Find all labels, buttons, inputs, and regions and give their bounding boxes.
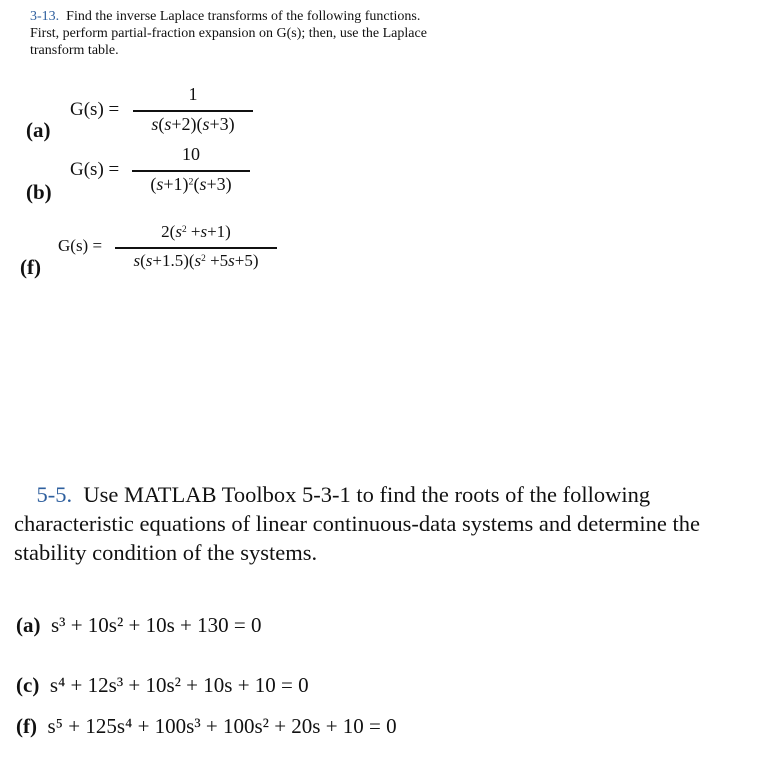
equation-f-label: (f) [16, 714, 37, 738]
equation-f [16, 714, 397, 739]
equation-c-text: s⁴ + 12s³ + 10s² + 10s + 10 = 0 [49, 673, 309, 697]
equation-a-label: (a) [16, 613, 41, 637]
equation-a-text: s³ + 10s² + 10s + 130 = 0 [51, 613, 262, 637]
part-a-fraction [133, 84, 253, 138]
problem-3-13-line-3: transform table. [30, 43, 119, 58]
part-b-fraction-bar [132, 170, 250, 172]
problem-5-5-line-3: stability condition of the systems. [14, 540, 318, 565]
part-a-fraction-bar [133, 110, 253, 112]
part-a-denominator: s(s+2)(s+3) [151, 114, 235, 134]
equation-c-label: (c) [16, 673, 40, 697]
problem-3-13-line-2: First, perform partial-fraction expansion on G(s); then, use the Laplace [30, 26, 427, 41]
part-a-label: (a) [26, 118, 51, 142]
part-f-lhs: G(s) = [58, 236, 103, 255]
part-b-numerator: 10 [182, 144, 200, 164]
equation-f-text: s⁵ + 125s⁴ + 100s³ + 100s² + 20s + 10 = 0 [47, 714, 397, 738]
part-f-fraction-bar [115, 247, 277, 249]
problem-3-13-number: 3-13. [30, 9, 60, 24]
part-a-lhs: G(s) = [70, 99, 120, 120]
problem-3-13-line-1: Find the inverse Laplace transforms of the following functions. [66, 9, 421, 24]
part-f-label: (f) [20, 255, 41, 279]
problem-3-13-statement [30, 8, 427, 59]
problem-5-5-line-2: characteristic equations of linear continuous-data systems and determine the [14, 511, 701, 536]
equation-c [16, 673, 309, 698]
part-b-fraction [132, 144, 250, 200]
problem-5-5-statement [14, 480, 700, 567]
part-b-label: (b) [26, 180, 52, 204]
part-a-numerator: 1 [188, 84, 198, 104]
part-b-denominator: $(s+1)^2(s+3)$ [150, 174, 232, 194]
part-f-numerator: $2(s^2 +s+1)$ [161, 222, 231, 241]
problem-5-5-number: 5-5. [36, 482, 73, 507]
part-b-lhs: G(s) = [70, 159, 120, 180]
part-f-denominator: $s(s+1.5)(s^2 +5s+5)$ [133, 251, 259, 270]
equation-a [16, 613, 261, 638]
part-f-fraction [115, 222, 277, 278]
problem-5-5-line-1: Use MATLAB Toolbox 5-3-1 to find the roots of the following [83, 482, 651, 507]
